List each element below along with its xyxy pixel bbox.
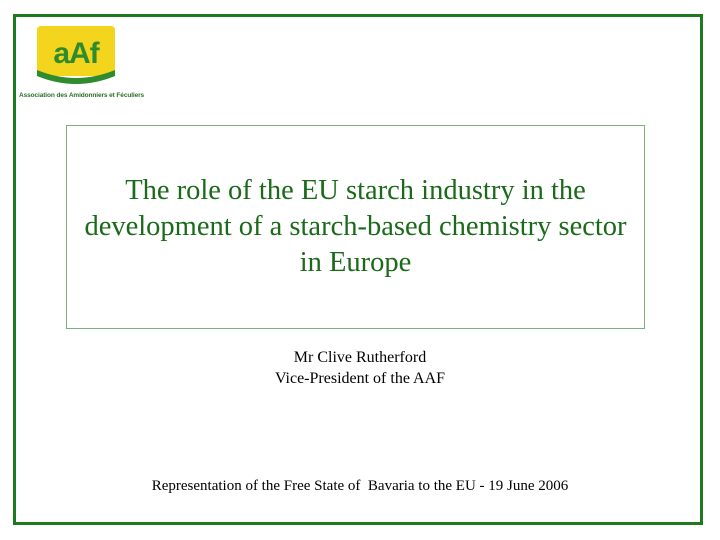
svg-text:aAf: aAf xyxy=(53,37,99,70)
presenter-name: Mr Clive Rutherford xyxy=(293,349,427,366)
aaf-logo xyxy=(16,26,145,106)
logo-caption: Association des Amidonniers et Féculiers xyxy=(19,92,145,99)
presenter-block xyxy=(150,347,570,389)
aaf-logo-badge xyxy=(37,26,115,84)
title-box xyxy=(66,125,645,329)
event-line: Representation of the Free State of Bavaria to the EU - 19 June 2006 xyxy=(151,478,569,494)
slide-title: The role of the EU starch industry in the development of a starch-based chemistry sector in Europe xyxy=(84,175,627,278)
presenter-role: Vice-President of the AAF xyxy=(274,370,446,387)
